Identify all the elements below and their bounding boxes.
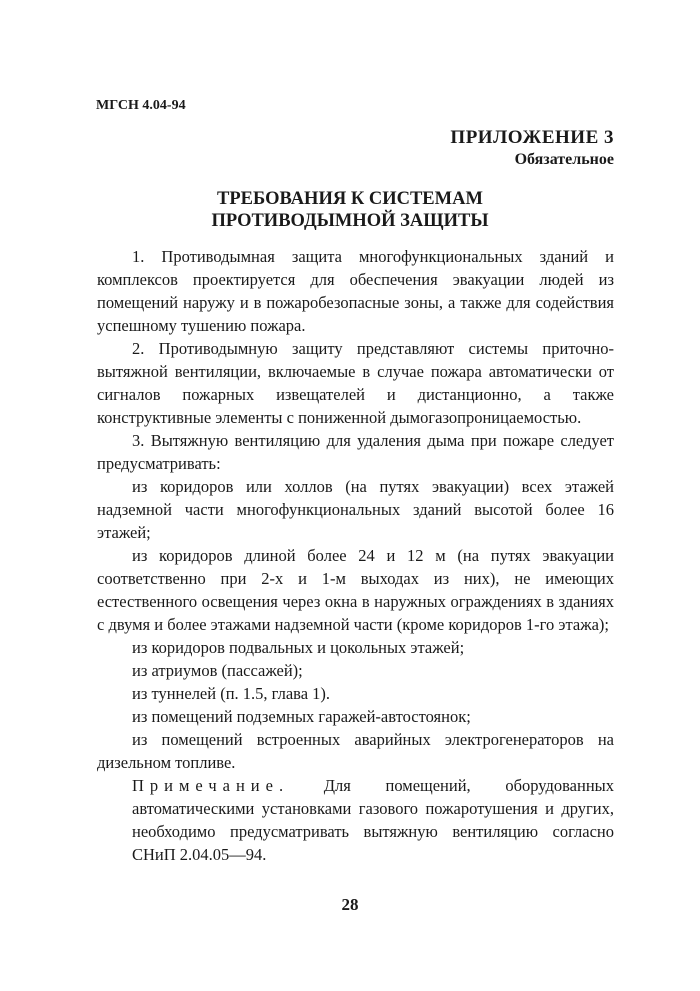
list-item: из атриумов (пассажей); — [132, 661, 303, 680]
paragraph-3: 3. Вытяжную вентиляцию для удаления дыма при пожаре следует предусматривать: — [97, 431, 614, 473]
list-item: из туннелей (п. 1.5, глава 1). — [132, 684, 331, 703]
paragraph-1: 1. Противодымная защита многофункциональных зданий и комплексов проектируется для обеспечения эвакуации людей из помещений наружу и в пожаробезопасные зоны, а также для содействия успешному тушению пожара. — [97, 247, 614, 335]
list-item: из коридоров подвальных и цокольных этажей; — [132, 638, 465, 657]
section-title — [0, 188, 700, 232]
page-number: 28 — [341, 895, 359, 914]
note-text: Для помещений, оборудованных автоматическими установками газового пожаротушения и других, необходимо предусматривать вытяжную вентиляцию согласно СНиП 2.04.05—94. — [132, 776, 614, 864]
appendix-status: Обязательное — [514, 151, 614, 168]
list-item: из коридоров или холлов (на путях эвакуации) всех этажей надземной части многофункциональных зданий высотой более 16 этажей; — [97, 477, 614, 542]
section-title-line-2: ПРОТИВОДЫМНОЙ ЗАЩИТЫ — [211, 211, 489, 231]
document-body — [97, 245, 614, 866]
appendix-block — [450, 127, 614, 169]
note-label: Примечание. — [132, 776, 290, 795]
paragraph-2: 2. Противодымную защиту представляют системы приточно-вытяжной вентиляции, включаемые в случае пожара автоматически от сигналов пожарных извещателей и дистанционно, а также конструктивные элементы с пониженной дымогазопроницаемостью. — [97, 339, 614, 427]
list-item: из коридоров длиной более 24 и 12 м (на путях эвакуации соответственно при 2-х и 1-м выходах из них), не имеющих естественного освещения через окна в наружных ограждениях в зданиях с двумя и более этажами надземной части (кроме коридоров 1-го этажа); — [97, 546, 614, 634]
document-code: МГСН 4.04-94 — [96, 98, 186, 113]
list-item: из помещений встроенных аварийных электрогенераторов на дизельном топливе. — [97, 730, 614, 772]
list-item: из помещений подземных гаражей-автостоянок; — [132, 707, 471, 726]
section-title-line-1: ТРЕБОВАНИЯ К СИСТЕМАМ — [217, 189, 483, 209]
appendix-title: ПРИЛОЖЕНИЕ 3 — [450, 127, 614, 148]
note — [97, 774, 614, 866]
